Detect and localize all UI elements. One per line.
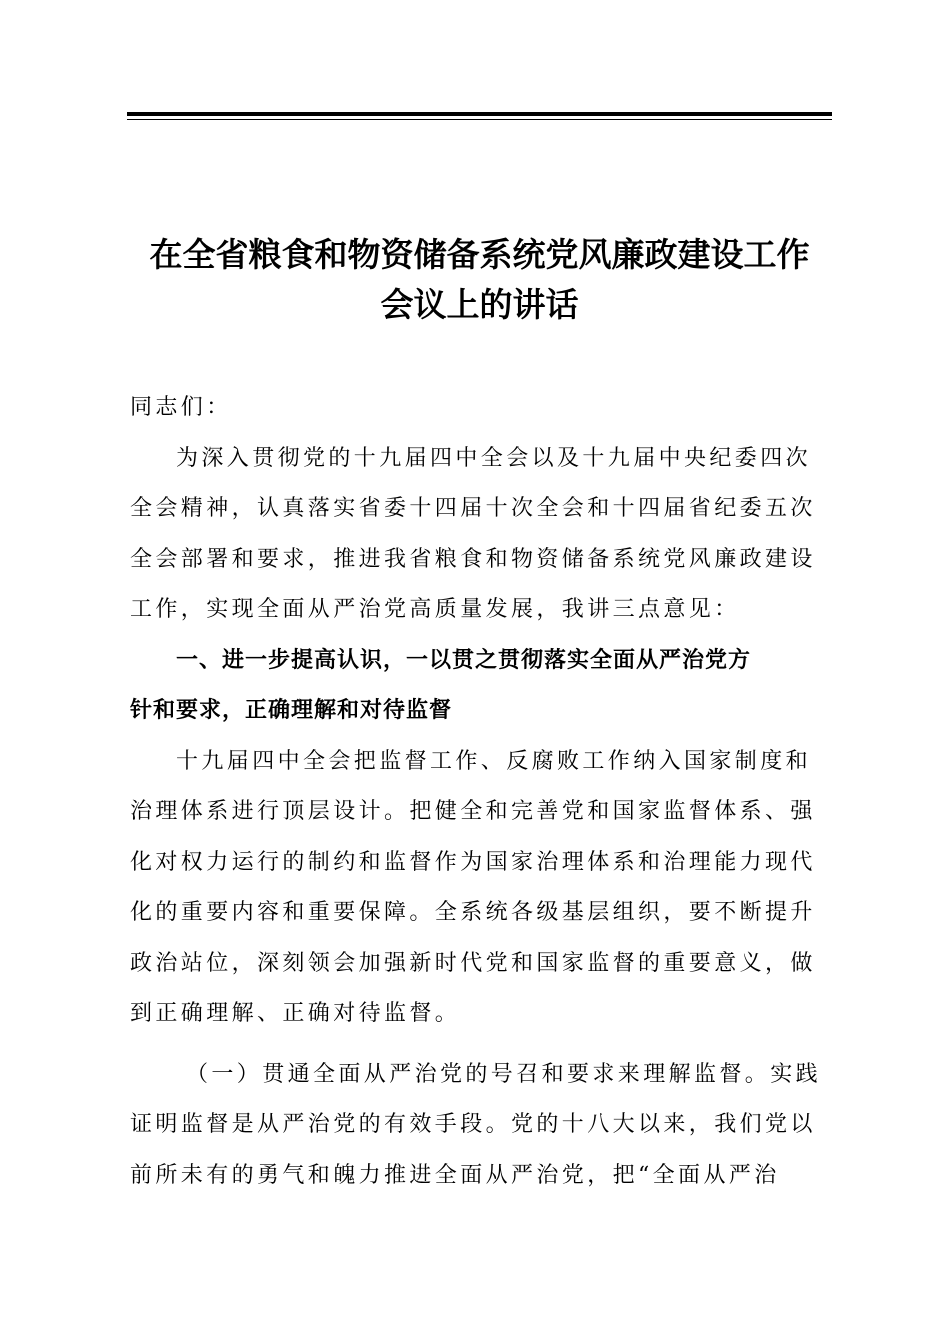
section-paragraph-line: 治理体系进行顶层设计。把健全和完善党和国家监督体系、强 xyxy=(130,799,816,824)
section-paragraph-line: 化对权力运行的制约和监督作为国家治理体系和治理能力现代 xyxy=(130,849,816,875)
document-body xyxy=(130,383,832,1201)
title-line-2: 会议上的讲话 xyxy=(380,285,579,324)
section-heading-line: 针和要求，正确理解和对待监督 xyxy=(130,698,453,723)
intro-line: 工作，实现全面从严治党高质量发展，我讲三点意见： xyxy=(130,597,740,622)
section-paragraph-line: 化的重要内容和重要保障。全系统各级基层组织，要不断提升 xyxy=(130,900,816,925)
intro-line: 全会部署和要求，推进我省粮食和物资储备系统党风廉政建设 xyxy=(130,546,816,572)
section-paragraph-line: 到正确理解、正确对待监督。 xyxy=(130,1001,461,1026)
section-heading-line: 一、进一步提高认识，一以贯之贯彻落实全面从严治党方 xyxy=(176,647,752,673)
title-line-1: 在全省粮食和物资储备系统党风廉政建设工作 xyxy=(149,235,810,274)
subsection-line: 证明监督是从严治党的有效手段。党的十八大以来，我们党以 xyxy=(130,1112,816,1137)
salutation: 同志们： xyxy=(130,395,232,420)
section-paragraph-line: 政治站位，深刻领会加强新时代党和国家监督的重要意义，做 xyxy=(130,950,816,976)
section-paragraph-line: 十九届四中全会把监督工作、反腐败工作纳入国家制度和 xyxy=(176,748,812,774)
subsection-line: 前所未有的勇气和魄力推进全面从严治党，把“全面从严治 xyxy=(130,1162,780,1188)
intro-line: 全会精神，认真落实省委十四届十次全会和十四届省纪委五次 xyxy=(130,496,816,521)
intro-line: 为深入贯彻党的十九届四中全会以及十九届中央纪委四次 xyxy=(176,445,812,471)
header-rule-thin xyxy=(127,119,832,120)
document-title xyxy=(127,230,832,330)
subsection-line: （一）贯通全面从严治党的号召和要求来理解监督。实践 xyxy=(186,1061,822,1087)
header-rule-thick xyxy=(127,112,832,116)
